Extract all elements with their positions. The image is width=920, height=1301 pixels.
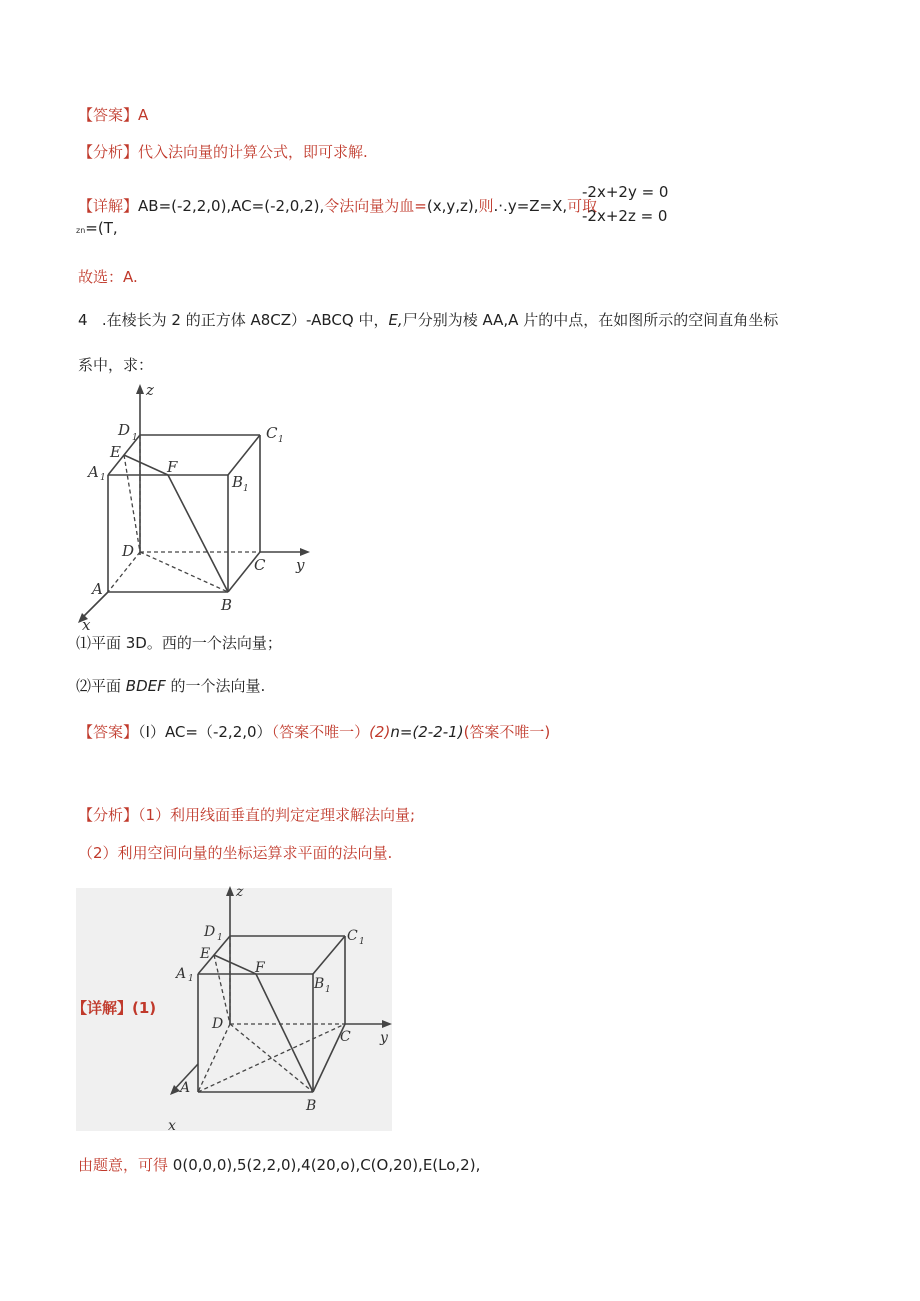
- analysis-2-line-2: （2）利用空间向量的坐标运算求平面的法向量.: [78, 844, 393, 862]
- detail-tag-2: 【详解】: [72, 999, 133, 1017]
- normal-vector-text: 令法向量为血=: [324, 197, 427, 215]
- xyz-text: (x,y,z),: [426, 197, 479, 215]
- label-c1: C: [266, 424, 278, 442]
- sub-c1: 1: [278, 435, 284, 445]
- detail-part: (1): [132, 999, 157, 1017]
- answer-note-1: （答案不唯一）: [271, 723, 370, 741]
- sub-a1-2: 1: [188, 974, 194, 984]
- answer-part-2-label: (2): [369, 723, 391, 741]
- coordinates-value: 0(0,0,0),5(2,2,0),4(20,o),C(O,20),E(Lo,2),: [172, 1156, 481, 1174]
- label-e-2: E: [200, 946, 211, 962]
- cube-figure-2: [160, 884, 400, 1134]
- label-z: z: [146, 381, 154, 399]
- label-y: y: [296, 556, 305, 574]
- subscript-text: zn: [76, 226, 86, 235]
- analysis-tag: 【分析】: [78, 143, 139, 161]
- label-c: C: [254, 556, 266, 574]
- vectors-text: AB=(-2,2,0),AC=(-2,0,2),: [138, 197, 325, 215]
- sub-c1-2: 1: [359, 937, 365, 947]
- question-number: 4: [78, 311, 88, 329]
- choice-line: 故选：A.: [78, 268, 138, 286]
- analysis-line-1: [78, 142, 368, 162]
- label-x-2: x: [168, 1118, 176, 1134]
- sub-d1: 1: [132, 433, 138, 443]
- answer-line-1: [78, 105, 148, 125]
- analysis-line-2: [78, 805, 415, 825]
- label-y-2: y: [380, 1030, 388, 1046]
- question-4-line-2: 系中，求：: [78, 356, 154, 374]
- label-x: x: [82, 616, 91, 630]
- sub-question-2-c: 的一个法向量.: [165, 677, 266, 695]
- take-text: 可取: [567, 197, 598, 215]
- sub-question-2-a: ⑵平面: [76, 677, 126, 695]
- detail-line-1b: [76, 218, 118, 241]
- label-d1-2: D: [204, 924, 216, 940]
- question-4-line-1: [78, 310, 778, 330]
- detail-line-1: [78, 196, 597, 216]
- answer-part-1: （I）AC=（-2,2,0）: [138, 723, 272, 741]
- analysis-tag-2: 【分析】: [78, 806, 139, 824]
- answer-part-2: n=(2-2-1): [390, 723, 464, 741]
- sub-b1: 1: [243, 484, 249, 494]
- label-c-2: C: [340, 1029, 351, 1045]
- label-f: F: [167, 458, 178, 476]
- question-text-e: E,: [388, 311, 403, 329]
- label-b-2: B: [306, 1098, 317, 1114]
- answer-tag: 【答案】: [78, 106, 139, 124]
- result-text: .·.y=Z=X,: [493, 197, 568, 215]
- label-a1: A: [88, 463, 99, 481]
- cube-figure-1: [70, 380, 320, 630]
- sub-question-1: ⑴平面 3D。西的一个法向量；: [76, 634, 282, 652]
- equation-2: -2x+2z = 0: [582, 207, 668, 225]
- sub-question-2-b: BDEF: [125, 677, 166, 695]
- detail-tag: 【详解】: [78, 197, 139, 215]
- label-z-2: z: [236, 884, 244, 900]
- question-text-a: .在棱长为 2 的正方体 A8CZ）-ABCQ 中，: [101, 311, 389, 329]
- equation-1: -2x+2y = 0: [582, 183, 669, 201]
- sub-question-2: [76, 676, 265, 696]
- label-b1: B: [232, 473, 244, 491]
- then-text: 则: [478, 197, 494, 215]
- label-b1-2: B: [314, 976, 325, 992]
- label-a-2: A: [180, 1080, 191, 1096]
- answer-line-2: [78, 722, 550, 742]
- answer-note-2: (答案不唯一): [463, 723, 551, 741]
- coordinates-line: [78, 1155, 480, 1175]
- analysis-text: 代入法向量的计算公式，即可求解.: [138, 143, 368, 161]
- label-b: B: [221, 596, 233, 614]
- label-d: D: [122, 542, 135, 560]
- sub-a1: 1: [100, 473, 106, 483]
- label-a: A: [92, 580, 103, 598]
- question-text-b: 尸分别为棱 AA,A 片的中点，在如图所示的空间直角坐标: [402, 311, 779, 329]
- answer-tag-2: 【答案】: [78, 723, 139, 741]
- sub-d1-2: 1: [217, 933, 223, 943]
- answer-value: A: [138, 106, 149, 124]
- detail-line-2: [72, 998, 156, 1018]
- coordinates-lead: 由题意，可得: [78, 1156, 169, 1174]
- vector-value: =(T,: [85, 219, 118, 237]
- label-c1-2: C: [347, 928, 358, 944]
- label-e: E: [110, 443, 121, 461]
- label-d-2: D: [212, 1016, 224, 1032]
- label-d1: D: [118, 421, 131, 439]
- sub-b1-2: 1: [325, 985, 331, 995]
- label-f-2: F: [255, 960, 265, 976]
- analysis-2-line-1: （1）利用线面垂直的判定定理求解法向量;: [138, 806, 416, 824]
- label-a1-2: A: [176, 966, 187, 982]
